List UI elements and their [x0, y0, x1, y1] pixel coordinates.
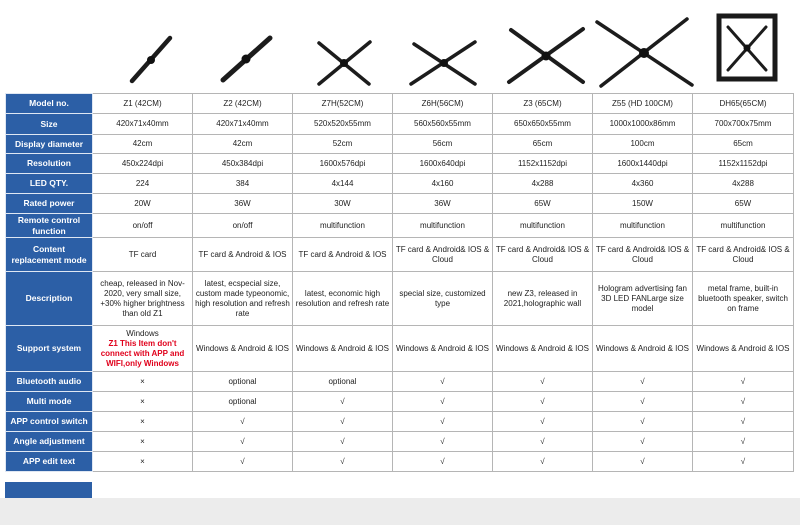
table-cell: multifunction — [493, 214, 593, 238]
table-cell: 4x288 — [493, 174, 593, 194]
table-cell: × — [93, 412, 193, 432]
row-label: APP control switch — [6, 412, 93, 432]
table-cell: TF card & Android & IOS — [293, 238, 393, 272]
table-cell: × — [93, 392, 193, 412]
table-cell: multifunction — [293, 214, 393, 238]
row-label: Remote control function — [6, 214, 93, 238]
row-label: Support system — [6, 326, 93, 372]
row-label: APP edit text — [6, 452, 93, 472]
table-cell: √ — [693, 372, 794, 392]
table-cell: TF card & Android& IOS & Cloud — [593, 238, 693, 272]
table-cell: √ — [493, 392, 593, 412]
table-cell: 4x160 — [393, 174, 493, 194]
table-cell: √ — [393, 432, 493, 452]
table-cell: 42cm — [193, 135, 293, 154]
row-label: Angle adjustment — [6, 432, 93, 452]
table-cell: √ — [393, 452, 493, 472]
row-label: Model no. — [6, 94, 93, 114]
table-cell: 450x224dpi — [93, 154, 193, 174]
four-blade-fan-icon — [595, 0, 695, 93]
table-cell: multifunction — [693, 214, 794, 238]
row-label: Bluetooth audio — [6, 372, 93, 392]
table-row — [6, 194, 794, 214]
table-cell: 700x700x75mm — [693, 114, 794, 135]
two-blade-fan-icon — [95, 0, 195, 93]
table-cell: TF card — [93, 238, 193, 272]
table-cell: latest, economic high resolution and refresh rate — [293, 272, 393, 326]
table-cell: Windows & Android & IOS — [693, 326, 794, 372]
table-cell: optional — [293, 372, 393, 392]
table-cell: 52cm — [293, 135, 393, 154]
table-cell: √ — [493, 412, 593, 432]
table-row — [6, 272, 794, 326]
table-row — [6, 432, 794, 452]
framed-fan-icon — [695, 0, 795, 93]
table-cell: special size, customized type — [393, 272, 493, 326]
table-cell: 56cm — [393, 135, 493, 154]
four-blade-fan-icon — [495, 0, 595, 93]
table-cell: 20W — [93, 194, 193, 214]
table-cell: Z55 (HD 100CM) — [593, 94, 693, 114]
table-cell: 1000x1000x86mm — [593, 114, 693, 135]
table-cell: Z3 (65CM) — [493, 94, 593, 114]
table-cell: √ — [193, 452, 293, 472]
table-cell: √ — [593, 452, 693, 472]
table-cell: √ — [493, 372, 593, 392]
table-cell: Windows & Android & IOS — [493, 326, 593, 372]
table-cell: √ — [493, 432, 593, 452]
table-cell: 42cm — [93, 135, 193, 154]
row-label: Display diameter — [6, 135, 93, 154]
table-cell: 65W — [493, 194, 593, 214]
table-cell: 384 — [193, 174, 293, 194]
table-cell: latest, ecspecial size, custom made typeonomic, high resolution and refresh rate — [193, 272, 293, 326]
table-row — [6, 154, 794, 174]
table-cell — [93, 326, 193, 372]
row-label: Resolution — [6, 154, 93, 174]
table-cell: √ — [593, 372, 693, 392]
table-cell: 1600x1440dpi — [593, 154, 693, 174]
table-cell: √ — [693, 392, 794, 412]
cell-text: Windows — [126, 328, 159, 338]
table-cell: Hologram advertising fan 3D LED FANLarge size model — [593, 272, 693, 326]
table-cell: 36W — [193, 194, 293, 214]
bottom-bar — [0, 498, 800, 525]
table-cell: 65W — [693, 194, 794, 214]
row-label: Rated power — [6, 194, 93, 214]
table-cell: 224 — [93, 174, 193, 194]
row-label: Description — [6, 272, 93, 326]
table-cell: 560x560x55mm — [393, 114, 493, 135]
table-cell: √ — [193, 432, 293, 452]
table-cell: √ — [393, 412, 493, 432]
table-cell: optional — [193, 392, 293, 412]
table-cell: Z1 (42CM) — [93, 94, 193, 114]
table-cell: 30W — [293, 194, 393, 214]
left-strip — [5, 482, 92, 498]
table-cell: × — [93, 432, 193, 452]
table-row — [6, 114, 794, 135]
table-cell: 100cm — [593, 135, 693, 154]
table-cell: 450x384dpi — [193, 154, 293, 174]
table-cell: √ — [293, 452, 393, 472]
table-cell: × — [93, 452, 193, 472]
table-cell: 65cm — [693, 135, 794, 154]
table-cell: TF card & Android & IOS — [193, 238, 293, 272]
table-row — [6, 372, 794, 392]
table-cell: √ — [493, 452, 593, 472]
table-cell: new Z3, released in 2021,holographic wall — [493, 272, 593, 326]
table-cell: 1600x640dpi — [393, 154, 493, 174]
two-blade-fan-icon — [195, 0, 295, 93]
table-cell: Windows & Android & IOS — [193, 326, 293, 372]
table-cell: 520x520x55mm — [293, 114, 393, 135]
table-cell: cheap, released in Nov-2020, very small size, +30% higher brightness than old Z1 — [93, 272, 193, 326]
row-label: Content replacement mode — [6, 238, 93, 272]
table-row — [6, 135, 794, 154]
table-row — [6, 392, 794, 412]
table-cell: √ — [593, 392, 693, 412]
table-cell: multifunction — [593, 214, 693, 238]
table-cell: √ — [193, 412, 293, 432]
four-blade-fan-icon — [395, 0, 495, 93]
table-cell: √ — [393, 392, 493, 412]
row-label: Multi mode — [6, 392, 93, 412]
table-row — [6, 174, 794, 194]
table-cell: 65cm — [493, 135, 593, 154]
table-row — [6, 326, 794, 372]
table-cell: 1600x576dpi — [293, 154, 393, 174]
table-cell: √ — [693, 452, 794, 472]
table-cell: Z6H(56CM) — [393, 94, 493, 114]
table-cell: √ — [593, 412, 693, 432]
table-cell: √ — [693, 412, 794, 432]
table-row — [6, 412, 794, 432]
row-label: Size — [6, 114, 93, 135]
table-cell: √ — [293, 412, 393, 432]
table-row — [6, 452, 794, 472]
four-blade-fan-icon — [295, 0, 395, 93]
table-cell: Windows & Android & IOS — [293, 326, 393, 372]
table-row — [6, 94, 794, 114]
table-row — [6, 214, 794, 238]
table-cell: √ — [293, 432, 393, 452]
table-cell: 4x288 — [693, 174, 794, 194]
table-cell: Z7H(52CM) — [293, 94, 393, 114]
support-note: Z1 This Item don't connect with APP and WIFI,only Windows — [100, 338, 185, 368]
table-cell: 4x360 — [593, 174, 693, 194]
table-cell: 1152x1152dpi — [493, 154, 593, 174]
table-cell: 420x71x40mm — [193, 114, 293, 135]
table-cell: multifunction — [393, 214, 493, 238]
table-cell: TF card & Android& IOS & Cloud — [493, 238, 593, 272]
row-label: LED QTY. — [6, 174, 93, 194]
table-cell: DH65(65CM) — [693, 94, 794, 114]
table-cell: √ — [593, 432, 693, 452]
spec-table — [5, 93, 794, 472]
table-cell: √ — [693, 432, 794, 452]
table-cell: 150W — [593, 194, 693, 214]
table-cell: TF card & Android& IOS & Cloud — [693, 238, 794, 272]
table-cell: on/off — [193, 214, 293, 238]
table-cell: 4x144 — [293, 174, 393, 194]
table-cell: optional — [193, 372, 293, 392]
table-cell: 650x650x55mm — [493, 114, 593, 135]
table-cell: Z2 (42CM) — [193, 94, 293, 114]
table-cell: metal frame, built-in bluetooth speaker, switch on frame — [693, 272, 794, 326]
table-cell: 420x71x40mm — [93, 114, 193, 135]
table-cell: TF card & Android& IOS & Cloud — [393, 238, 493, 272]
table-cell: Windows & Android & IOS — [593, 326, 693, 372]
table-cell: √ — [293, 392, 393, 412]
table-cell: Windows & Android & IOS — [393, 326, 493, 372]
table-cell: × — [93, 372, 193, 392]
table-cell: 1152x1152dpi — [693, 154, 794, 174]
table-cell: √ — [393, 372, 493, 392]
table-cell: 36W — [393, 194, 493, 214]
table-row — [6, 238, 794, 272]
product-images — [0, 0, 800, 93]
table-cell: on/off — [93, 214, 193, 238]
